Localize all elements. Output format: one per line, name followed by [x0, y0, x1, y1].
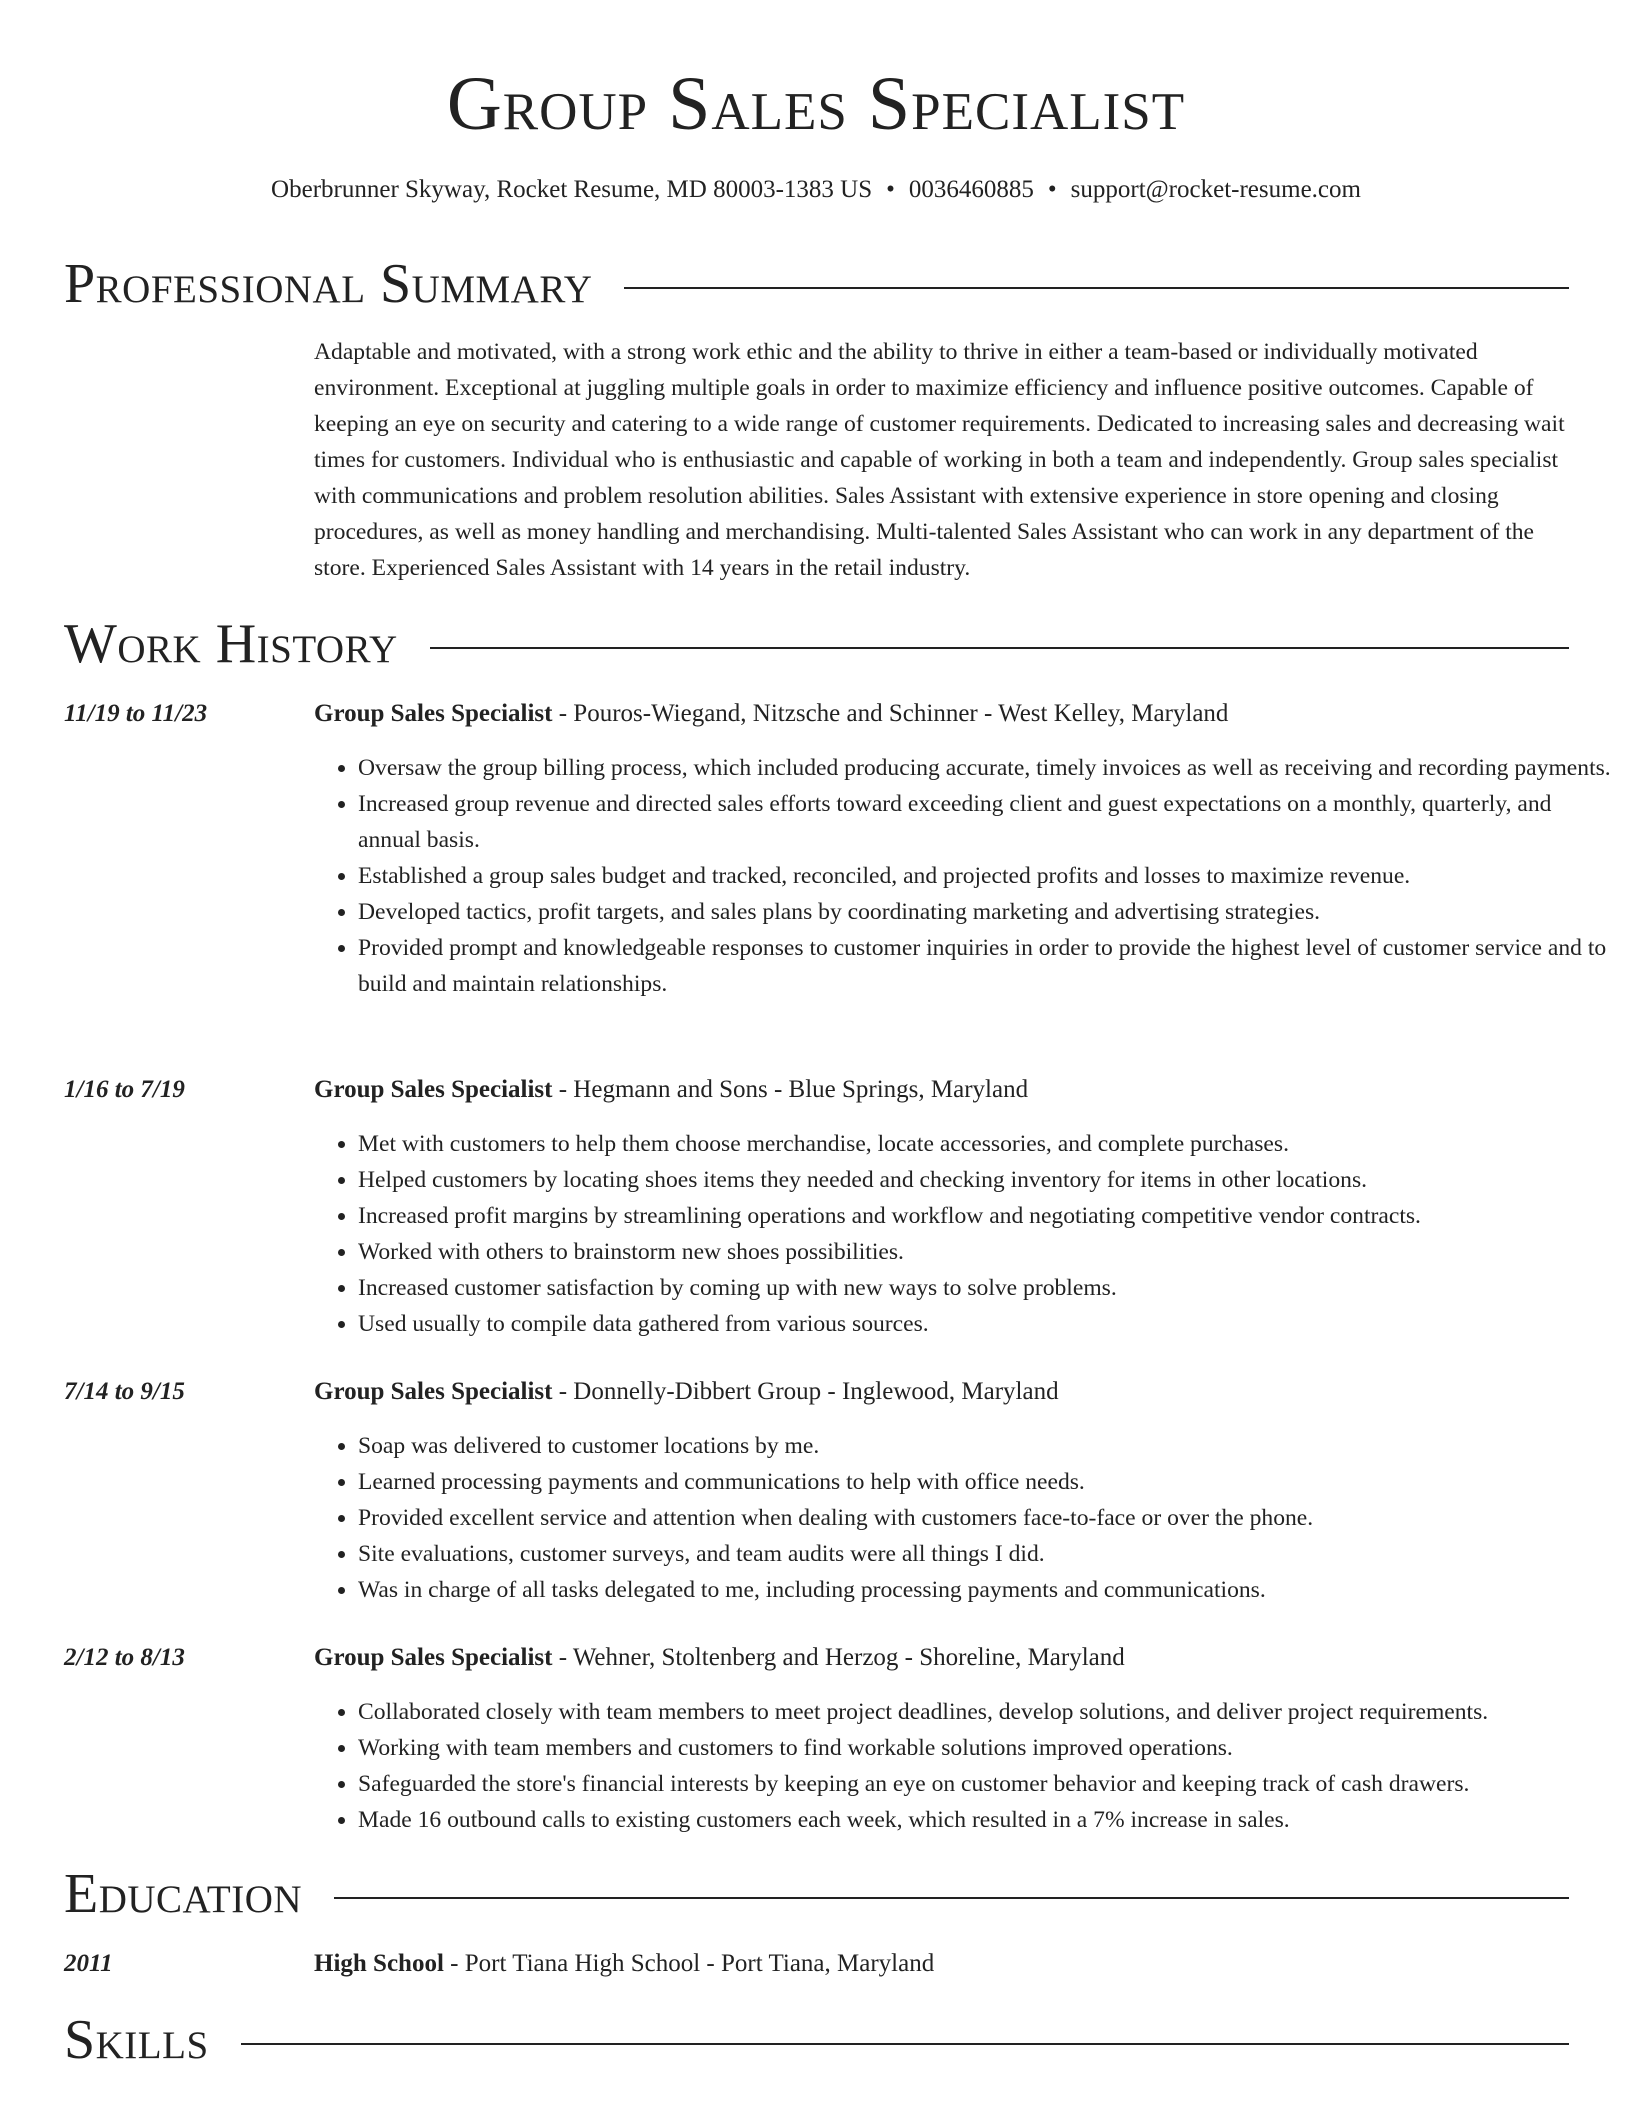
- list-item: • Provided prompt and knowledgeable responses to customer inquiries in order to provide the highest level of customer service and to build and maintain relationships.: [358, 930, 1620, 1002]
- list-item: • Established a group sales budget and tracked, reconciled, and projected profits and losses to maximize revenue.: [358, 858, 1620, 894]
- job-bullets: [314, 750, 1620, 1002]
- job-title: Group Sales Specialist: [314, 1378, 553, 1405]
- contact-separator: •: [886, 176, 895, 203]
- job-dates: 7/14 to 9/15: [64, 1378, 185, 1405]
- section-divider: [624, 287, 1569, 289]
- contact-address: Oberbrunner Skyway, Rocket Resume, MD 80003-1383 US: [271, 176, 873, 203]
- list-item: • Collaborated closely with team members to meet project deadlines, develop solutions, and deliver project requirements.: [358, 1694, 1620, 1730]
- section-divider: [241, 2043, 1569, 2045]
- list-item: • Working with team members and customers to find workable solutions improved operations.: [358, 1730, 1620, 1766]
- list-item: • Increased customer satisfaction by coming up with new ways to solve problems.: [358, 1270, 1620, 1306]
- list-item: • Used usually to compile data gathered from various sources.: [358, 1306, 1620, 1342]
- section-title: Professional Summary: [64, 253, 593, 315]
- resume-title: Group Sales Specialist: [446, 62, 1186, 146]
- list-item: • Increased profit margins by streamlining operations and workflow and negotiating competitive vendor contracts.: [358, 1198, 1620, 1234]
- list-item: • Provided excellent service and attention when dealing with customers face-to-face or over the phone.: [358, 1500, 1620, 1536]
- section-header-summary: [64, 252, 1569, 316]
- section-header-skills: [64, 2008, 1569, 2072]
- job-dates: 1/16 to 7/19: [64, 1076, 185, 1103]
- contact-line: [0, 172, 1632, 208]
- section-divider: [430, 647, 1569, 649]
- list-item: • Met with customers to help them choose merchandise, locate accessories, and complete purchases.: [358, 1126, 1620, 1162]
- list-item: • Soap was delivered to customer locations by me.: [358, 1428, 1620, 1464]
- section-header-education: [64, 1862, 1569, 1926]
- job-bullets: [314, 1126, 1620, 1342]
- job-title: Group Sales Specialist: [314, 1644, 553, 1671]
- contact-phone: 0036460885: [908, 176, 1034, 203]
- list-item: • Was in charge of all tasks delegated to me, including processing payments and communications.: [358, 1572, 1620, 1608]
- section-title: Skills: [64, 2009, 209, 2071]
- job-dates: 2/12 to 8/13: [64, 1644, 185, 1671]
- job-heading: [314, 1640, 1576, 1676]
- list-item: • Learned processing payments and communications to help with office needs.: [358, 1464, 1620, 1500]
- education-details: - Port Tiana High School - Port Tiana, Maryland: [443, 1950, 935, 1977]
- list-item: • Oversaw the group billing process, which included producing accurate, timely invoices as well as receiving and recording payments.: [358, 750, 1620, 786]
- job-details: - Wehner, Stoltenberg and Herzog - Shoreline, Maryland: [552, 1644, 1125, 1671]
- contact-separator: •: [1047, 176, 1057, 203]
- job-dates: 11/19 to 11/23: [64, 700, 208, 727]
- job-heading: [314, 1072, 1576, 1108]
- job-details: - Donnelly-Dibbert Group - Inglewood, Maryland: [552, 1378, 1059, 1405]
- section-divider: [334, 1897, 1569, 1899]
- job-bullets: [314, 1694, 1620, 1838]
- summary-text: Adaptable and motivated, with a strong work ethic and the ability to thrive in either a team-based or individually motivated environment. Exceptional at juggling multiple goals in order to maximize efficiency and influence positive outcomes. Capable of keeping an eye on security and catering to a wide range of customer requirements. Dedicated to increasing sales and decreasing wait times for customers. Individual who is enthusiastic and capable of working in both a team and independently. Group sales specialist with communications and problem resolution abilities. Sales Assistant with extensive experience in store opening and closing procedures, as well as money handling and merchandising. Multi-talented Sales Assistant who can work in any department of the store. Experienced Sales Assistant with 14 years in the retail industry.: [314, 339, 1565, 581]
- education-entry: [314, 1946, 1576, 1982]
- section-title: Education: [64, 1863, 303, 1925]
- list-item: • Worked with others to brainstorm new shoes possibilities.: [358, 1234, 1620, 1270]
- job-heading: [314, 696, 1576, 732]
- list-item: • Safeguarded the store's financial interests by keeping an eye on customer behavior and keeping track of cash drawers.: [358, 1766, 1620, 1802]
- job-bullets: [314, 1428, 1620, 1608]
- list-item: • Helped customers by locating shoes items they needed and checking inventory for items in other locations.: [358, 1162, 1620, 1198]
- job-title: Group Sales Specialist: [314, 700, 553, 727]
- section-header-work-history: [64, 612, 1569, 676]
- job-details: - Hegmann and Sons - Blue Springs, Maryland: [552, 1076, 1029, 1103]
- list-item: • Site evaluations, customer surveys, and team audits were all things I did.: [358, 1536, 1620, 1572]
- education-year: 2011: [64, 1950, 113, 1977]
- job-title: Group Sales Specialist: [314, 1076, 553, 1103]
- list-item: • Developed tactics, profit targets, and sales plans by coordinating marketing and advertising strategies.: [358, 894, 1620, 930]
- list-item: • Made 16 outbound calls to existing customers each week, which resulted in a 7% increase in sales.: [358, 1802, 1620, 1838]
- education-degree: High School: [314, 1950, 444, 1977]
- list-item: • Increased group revenue and directed sales efforts toward exceeding client and guest expectations on a monthly, quarterly, and annual basis.: [358, 786, 1620, 858]
- contact-email: support@rocket-resume.com: [1070, 176, 1361, 203]
- section-title: Work History: [64, 613, 398, 675]
- job-heading: [314, 1374, 1576, 1410]
- job-details: - Pouros-Wiegand, Nitzsche and Schinner - West Kelley, Maryland: [552, 700, 1229, 727]
